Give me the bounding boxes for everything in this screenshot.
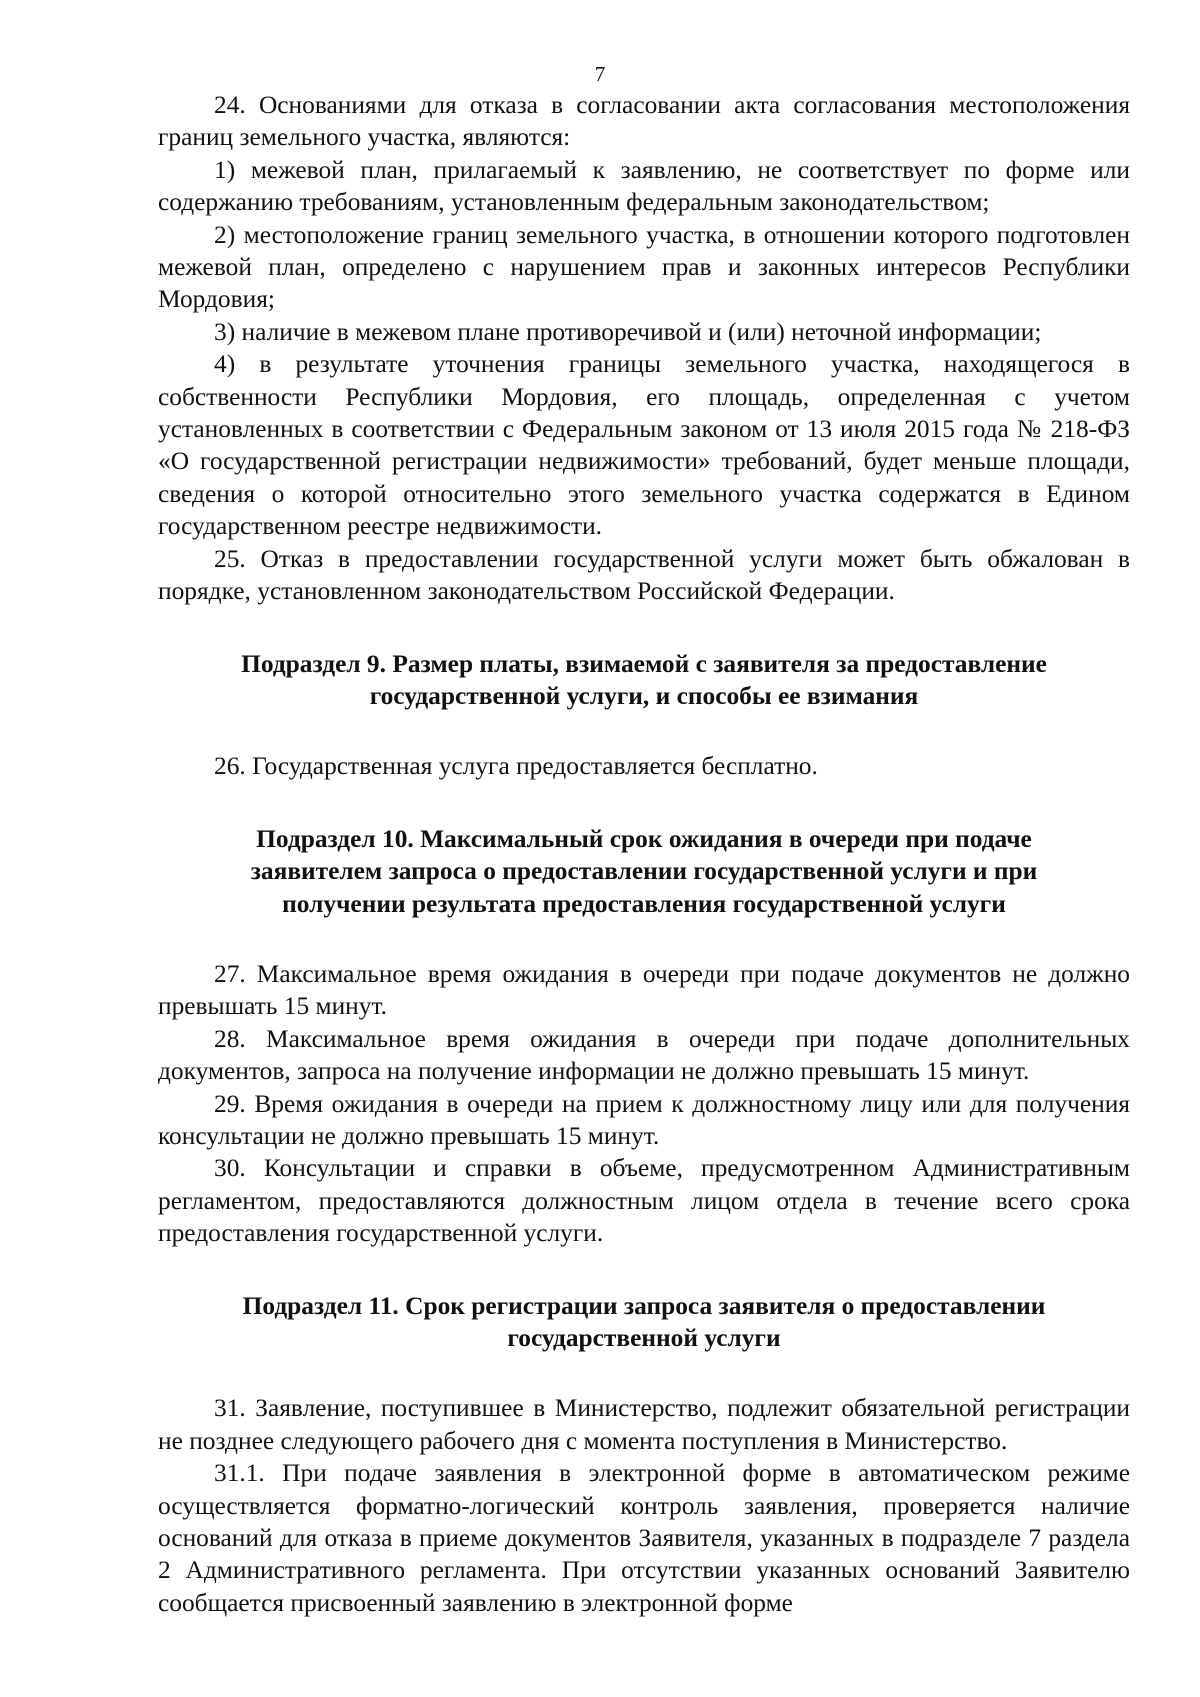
paragraph-28: 28. Максимальное время ожидания в очереди при подаче дополнительных документов, запроса на получение информации не должно превышать 15 минут. [158, 1024, 1130, 1086]
heading-line: Подраздел 9. Размер платы, взимаемой с заявителя за предоставление [241, 649, 1047, 678]
paragraph-24-item-3: 3) наличие в межевом плане противоречивой и (или) неточной информации; [214, 317, 1042, 346]
paragraph-26: 26. Государственная услуга предоставляется бесплатно. [214, 752, 818, 781]
heading-line: государственной услуги, и способы ее взимания [369, 681, 919, 710]
heading-line: государственной услуги [507, 1324, 781, 1352]
paragraph-24-item-2: 2) местоположение границ земельного участка, в отношении которого подготовлен межевой план, определено с нарушением прав и законных интересов Республики Мордовия; [158, 220, 1130, 314]
paragraph-25: 25. Отказ в предоставлении государственной услуги может быть обжалован в порядке, установленном законодательством Российской Федерации. [158, 544, 1130, 606]
paragraph-29: 29. Время ожидания в очереди на прием к должностному лицу или для получения консультации не должно превышать 15 минут. [158, 1089, 1130, 1150]
document-body [158, 89, 1130, 1619]
paragraph-27: 27. Максимальное время ожидания в очереди при подаче документов не должно превышать 15 минут. [158, 959, 1130, 1021]
paragraph-31: 31. Заявление, поступившее в Министерство, подлежит обязательной регистрации не позднее следующего рабочего дня с момента поступления в Министерство. [158, 1394, 1130, 1455]
heading-line: Подраздел 11. Срок регистрации запроса заявителя о предоставлении [242, 1291, 1046, 1320]
heading-line: заявителем запроса о предоставлении государственной услуги и при [250, 857, 1038, 886]
heading-line: получении результата предоставления государственной услуги [282, 889, 1006, 918]
subsection-10-heading [158, 823, 1130, 920]
paragraph-31-1: 31.1. При подаче заявления в электронной форме в автоматическом режиме осуществляется форматно-логический контроль заявления, проверяется наличие оснований для отказа в приеме документов Заявителя, указанных в подразделе 7 раздела 2 Административного регламента. При отсутствии указанных оснований Заявителю сообщается присвоенный заявлению в электронной форме [158, 1459, 1130, 1617]
heading-line: Подраздел 10. Максимальный срок ожидания в очереди при подаче [256, 824, 1032, 853]
paragraph-30: 30. Консультации и справки в объеме, предусмотренном Административным регламентом, предоставляются должностным лицом отдела в течение всего срока предоставления государственной услуги. [158, 1154, 1130, 1248]
page-number: 7 [594, 62, 606, 86]
paragraph-24-item-4: 4) в результате уточнения границы земельного участка, находящегося в собственности Республики Мордовия, его площадь, определенная с учетом установленных в соответствии с Федеральным законом от 13 июля 2015 года № 218-ФЗ «О государственной регистрации недвижимости» требований, будет меньше площади, сведения о которой относительно этого земельного участка содержатся в Едином государственном реестре недвижимости. [158, 350, 1130, 541]
paragraph-24-item-1: 1) межевой план, прилагаемый к заявлению, не соответствует по форме или содержанию требованиям, установленным федеральным законодательством; [158, 155, 1130, 217]
subsection-11-heading [158, 1290, 1130, 1355]
paragraph-24: 24. Основаниями для отказа в согласовании акта согласования местоположения границ земельного участка, являются: [158, 91, 1130, 152]
subsection-9-heading [158, 648, 1130, 713]
